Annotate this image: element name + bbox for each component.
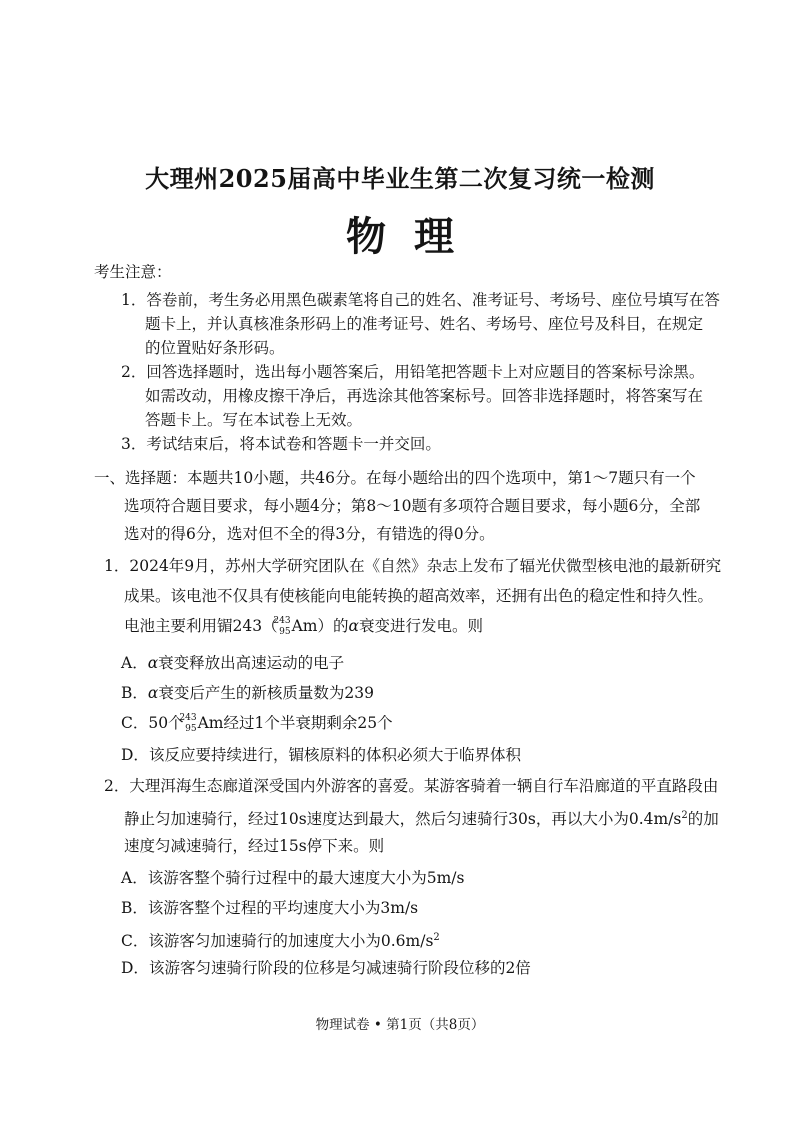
q2-option-c: C．该游客匀加速骑行的加速度大小为$0.6m/s^2$ (121, 932, 440, 951)
notice-line: 1．答卷前，考生务必用黑色碳素笔将自己的姓名、准考证号、考场号、座位号填写在答 (121, 291, 720, 309)
section-instruction: 选项符合题目要求，每小题4分；第8～10题有多项符合题目要求，每小题6分，全部 (124, 497, 701, 515)
notice-line: 题卡上，并认真核准条形码上的准考证号、姓名、考场号、座位号及科目，在规定 (145, 315, 704, 333)
q1-stem: 1．2024年9月，苏州大学研究团队在《自然》杂志上发布了辐光伏微型核电池的最新研究 (104, 557, 722, 575)
q1-stem: 成果。该电池不仅具有使核能向电能转换的超高效率，还拥有出色的稳定性和持久性。 (124, 587, 714, 605)
notice-line: 答题卡上。写在本试卷上无效。 (145, 411, 363, 429)
q2-option-a: A．该游客整个骑行过程中的最大速度大小为5m/s (121, 869, 465, 887)
q2-stem: 2．大理洱海生态廊道深受国内外游客的喜爱。某游客骑着一辆自行车沿廊道的平直路段由 (104, 777, 719, 795)
q2-stem: 速度匀减速骑行，经过15s停下来。则 (124, 837, 385, 855)
q2-stem: 静止匀加速骑行，经过10s速度达到最大，然后匀速骑行30s，再以大小为$0.4m/s^2$的加 (124, 810, 719, 829)
q1-option-b: B．α衰变后产生的新核质量数为239 (121, 684, 374, 702)
section-instruction: 选对的得6分，选对但不全的得3分，有错选的得0分。 (124, 525, 495, 543)
notice-line: 3．考试结束后，将本试卷和答题卡一并交回。 (121, 435, 441, 453)
section-instruction: 一、选择题：本题共10小题，共46分。在每小题给出的四个选项中，第1～7题只有一个 (94, 469, 696, 487)
q1-option-a: A．α衰变释放出高速运动的电子 (121, 654, 345, 672)
notice-line: 2．回答选择题时，选出每小题答案后，用铅笔把答题卡上对应题目的答案标号涂黑。 (121, 363, 705, 381)
q1-option-d: D．该反应要持续进行，镅核原料的体积必须大于临界体积 (121, 746, 521, 764)
notice-line: 的位置贴好条形码。 (145, 339, 285, 357)
q2-option-d: D．该游客匀速骑行阶段的位移是匀减速骑行阶段位移的2倍 (121, 959, 531, 977)
q1-option-c: C．50个 243 95 Am经过1个半衰期剩余25个 (121, 713, 393, 734)
isotope-notation: 243 95 (273, 616, 291, 637)
exam-title: 大理州2025届高中毕业生第二次复习统一检测 (145, 164, 655, 193)
isotope-notation: 243 95 (179, 713, 197, 734)
page-footer: 物理试卷 • 第1页（共8页） (315, 1017, 485, 1033)
notice-line: 如需改动，用橡皮擦干净后，再选涂其他答案标号。回答非选择题时，将答案写在 (145, 387, 704, 405)
q2-option-b: B．该游客整个过程的平均速度大小为3m/s (121, 899, 419, 917)
subject-title: 物理 (346, 213, 482, 260)
notice-heading: 考生注意： (94, 263, 172, 281)
q1-stem: 电池主要利用镅243（ 243 95 Am）的α衰变进行发电。则 (124, 616, 483, 637)
